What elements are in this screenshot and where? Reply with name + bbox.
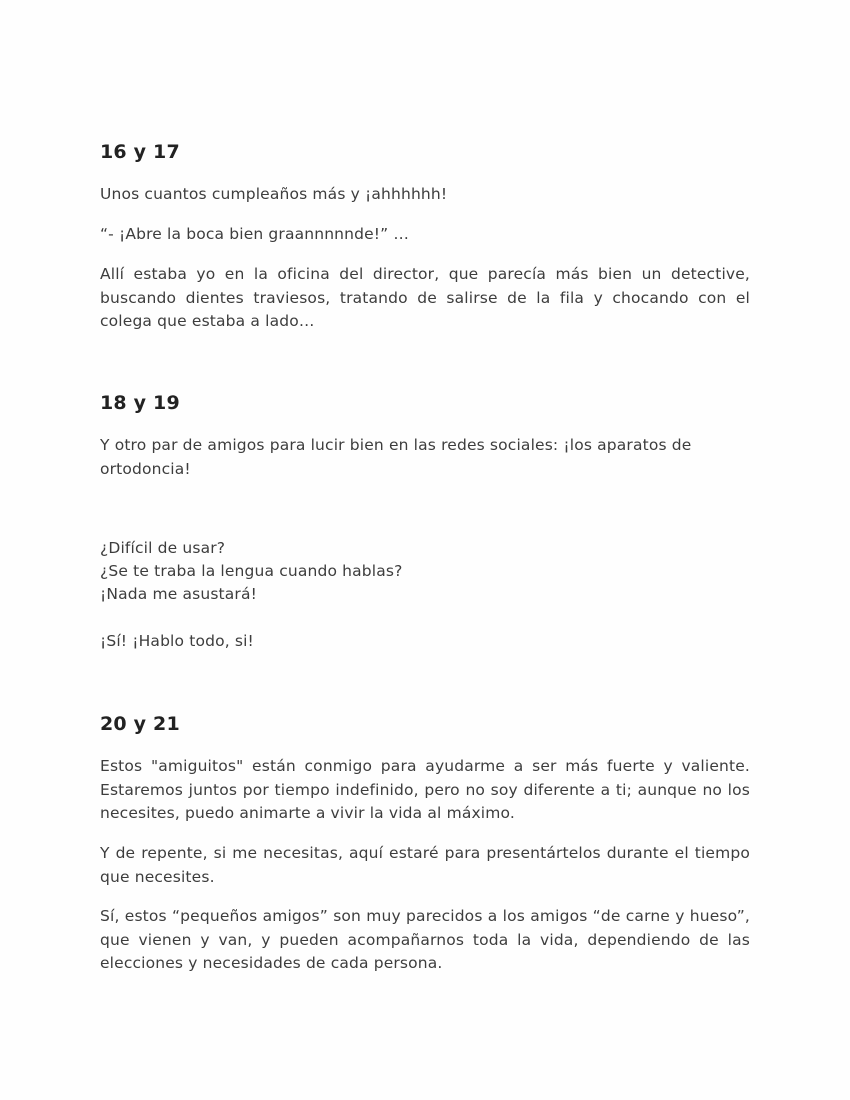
text-line: ¡Nada me asustará! — [100, 585, 257, 603]
section-heading-20-21: 20 y 21 — [100, 713, 180, 735]
paragraph: Sí, estos “pequeños amigos” son muy parecidos a los amigos “de carne y hueso”, que vienen y van, y pueden acompañarnos toda la vida, dependiendo de las elecciones y necesidades de cada persona. — [100, 907, 750, 972]
paragraph: Allí estaba yo en la oficina del director, que parecía más bien un detective, buscando dientes traviesos, tratando de salirse de la fila y chocando con el colega que estaba a lado… — [100, 265, 750, 330]
paragraph: Y de repente, si me necesitas, aquí estaré para presentártelos durante el tiempo que necesites. — [100, 844, 750, 886]
closing-line: ¡Sí! ¡Hablo todo, si! — [100, 632, 254, 650]
section-heading-18-19: 18 y 19 — [100, 392, 180, 414]
paragraph: “- ¡Abre la boca bien graannnnnde!” … — [100, 225, 410, 243]
paragraph: Unos cuantos cumpleaños más y ¡ahhhhhh! — [100, 185, 448, 203]
text-line: ¿Difícil de usar? — [100, 539, 226, 557]
paragraph: Y otro par de amigos para lucir bien en las redes sociales: ¡los aparatos de ortodoncia! — [100, 436, 692, 478]
paragraph: Estos "amiguitos" están conmigo para ayudarme a ser más fuerte y valiente. Estaremos juntos por tiempo indefinido, pero no soy diferente a ti; aunque no los necesites, puedo animarte a vivir la vida al máximo. — [100, 757, 750, 822]
section-heading-16-17: 16 y 17 — [100, 141, 180, 163]
text-line: ¿Se te traba la lengua cuando hablas? — [100, 562, 403, 580]
